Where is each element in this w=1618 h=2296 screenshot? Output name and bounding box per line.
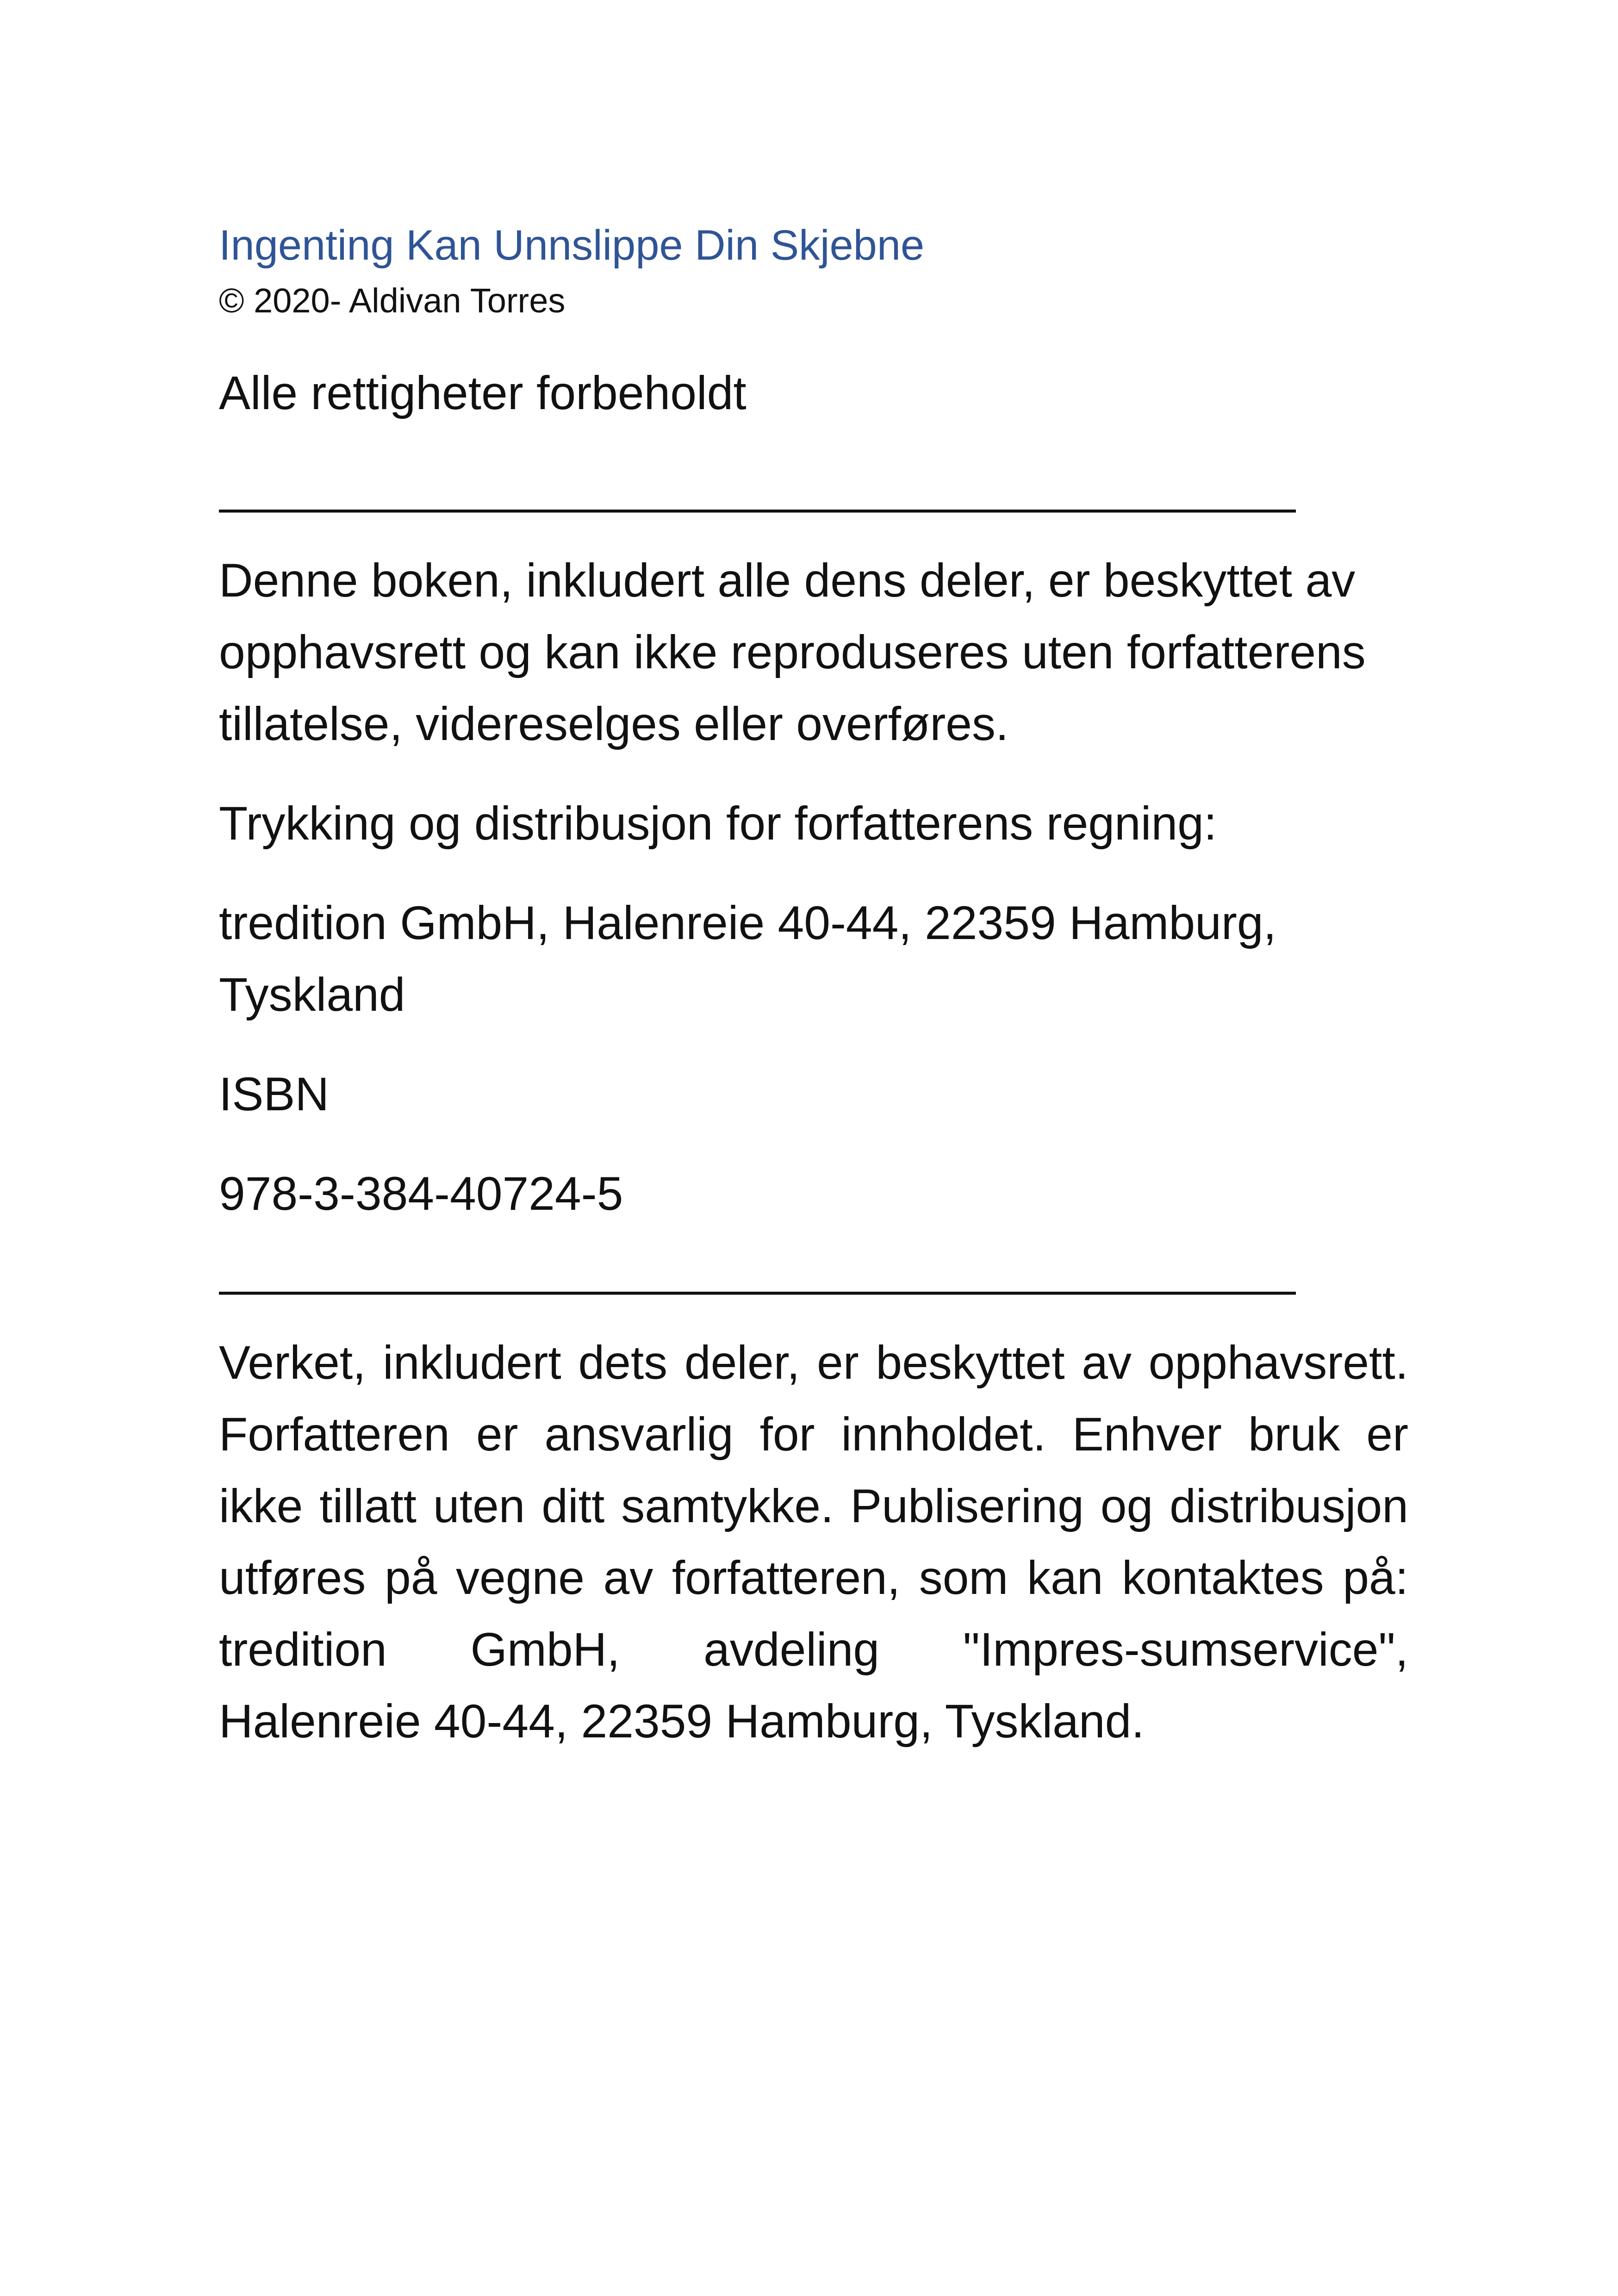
rights-statement: Alle rettigheter forbeholdt bbox=[219, 367, 747, 419]
separator-line: _________________________________________ bbox=[219, 1243, 1295, 1295]
isbn-value: 978-3-384-40724-5 bbox=[219, 1167, 623, 1220]
book-title: Ingenting Kan Unnslippe Din Skjebne bbox=[219, 222, 925, 269]
page-content bbox=[219, 218, 1408, 1757]
address-paragraph: tredition GmbH, Halenreie 40-44, 22359 Hamburg, Tyskland bbox=[219, 896, 1276, 1021]
separator-line: _________________________________________ bbox=[219, 460, 1295, 513]
printing-paragraph: Trykking og distribusjon for forfatterens regning: bbox=[219, 797, 1217, 850]
protection-paragraph: Denne boken, inkludert alle dens deler, er beskyttet av opphavsrett og kan ikke reproduseres uten forfatterens tillatelse, videreselges eller overføres. bbox=[219, 554, 1366, 750]
copyright-line: © 2020- Aldivan Torres bbox=[219, 281, 566, 320]
legal-notice-paragraph: Verket, inkludert dets deler, er beskyttet av opphavsrett. Forfatteren er ansvarlig for innholdet. Enhver bruk er ikke tillatt uten ditt samtykke. Publisering og distribusjon utføres på vegne av forfatteren, som kan kontaktes på: tredition GmbH, avdeling "Impres-sumservice", Halenreie 40-44, 22359 Hamburg, Tyskland. bbox=[219, 1336, 1408, 1748]
isbn-label: ISBN bbox=[219, 1068, 330, 1120]
